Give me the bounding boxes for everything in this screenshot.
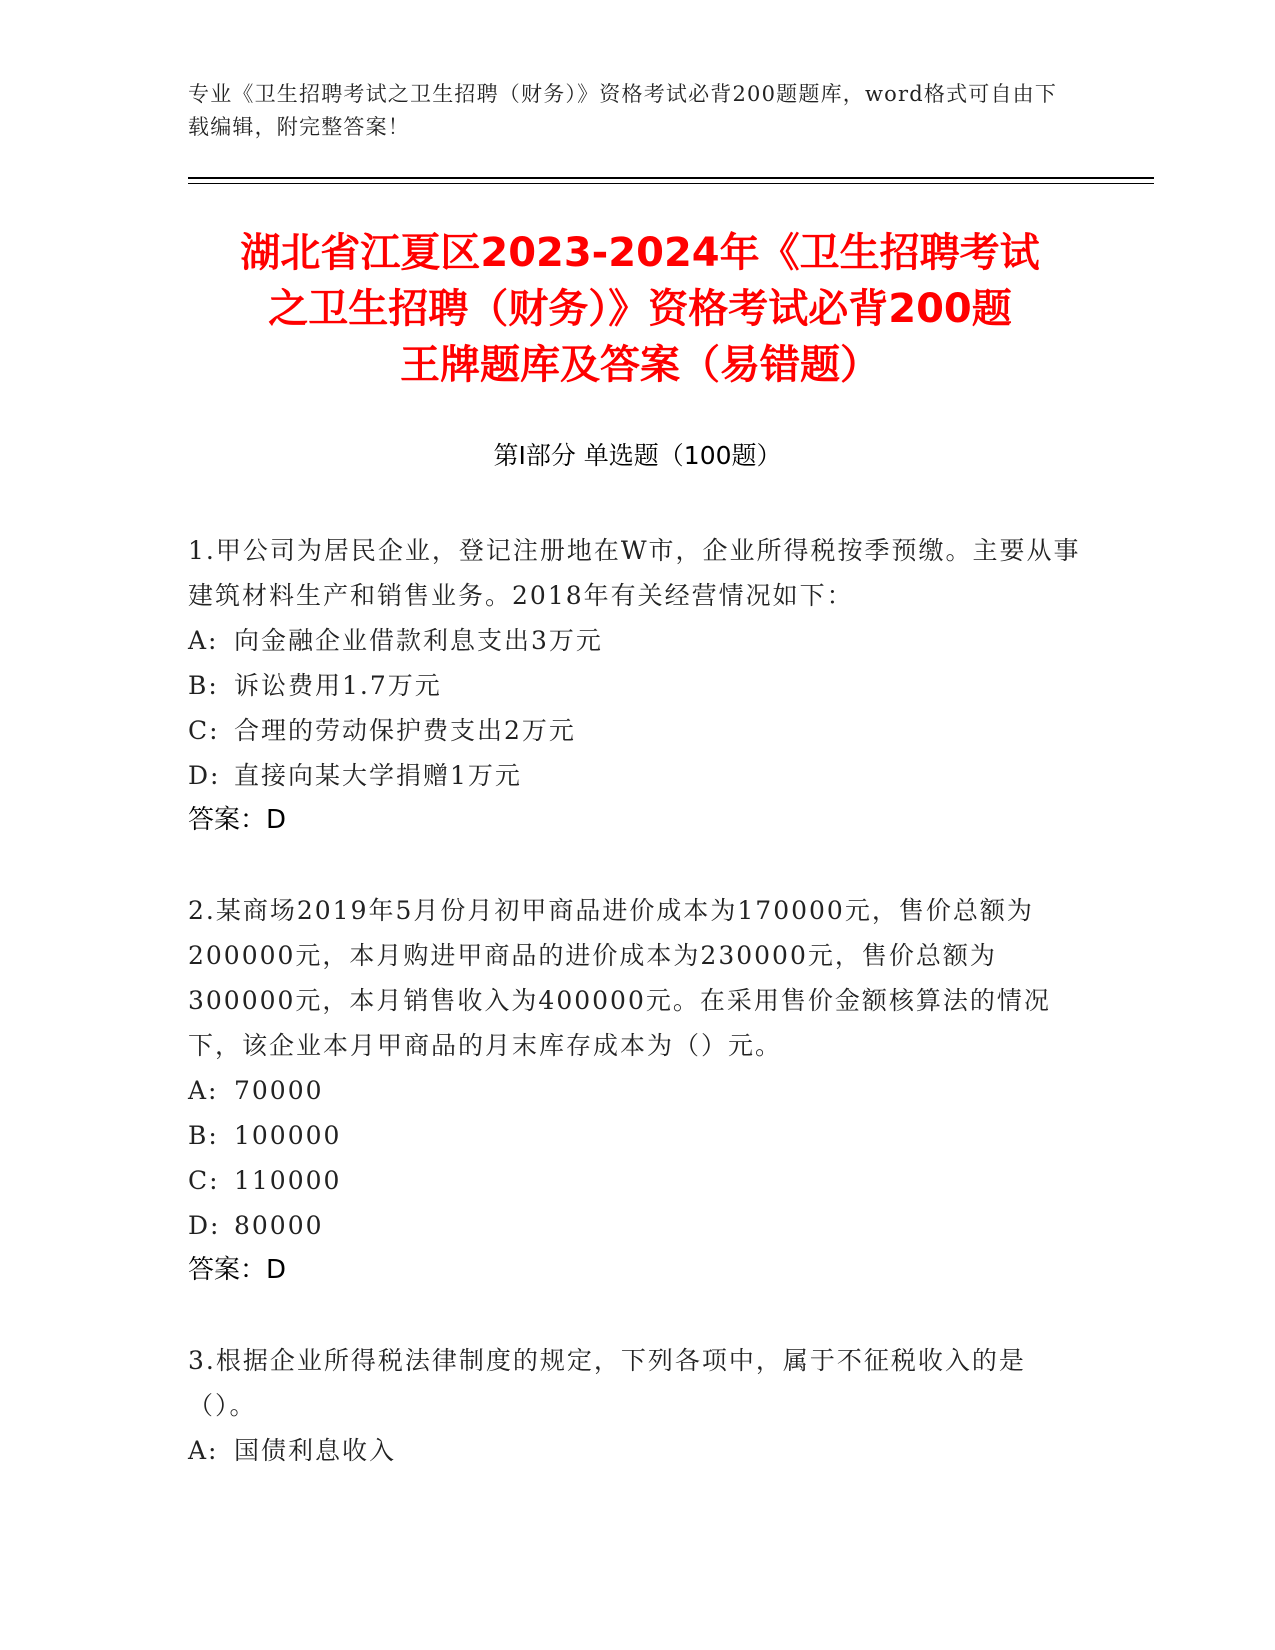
title-line-3: 王牌题库及答案（易错题） (400, 342, 880, 388)
option-text: 110000 (234, 1166, 342, 1195)
option-letter: D: (188, 1211, 221, 1240)
question-list (188, 528, 1088, 1518)
option-letter: A: (188, 1436, 219, 1465)
option-b (188, 663, 1088, 708)
option-letter: B: (188, 671, 219, 700)
question-2 (188, 888, 1088, 1293)
title-line-1: 湖北省江夏区2023-2024年《卫生招聘考试 (240, 230, 1040, 276)
option-text: 向金融企业借款利息支出3万元 (234, 626, 603, 655)
answer: 答案：D (188, 805, 287, 835)
option-d (188, 1203, 1088, 1248)
option-letter: C: (188, 716, 220, 745)
option-letter: A: (188, 626, 219, 655)
option-text: 国债利息收入 (234, 1436, 397, 1465)
question-stem: 3.根据企业所得税法律制度的规定，下列各项中，属于不征税收入的是（）。 (188, 1346, 1026, 1420)
option-c (188, 1158, 1088, 1203)
option-text: 诉讼费用1.7万元 (234, 671, 442, 700)
option-a (188, 618, 1088, 663)
option-text: 直接向某大学捐赠1万元 (234, 761, 522, 790)
question-1 (188, 528, 1088, 843)
header-note: 专业《卫生招聘考试之卫生招聘（财务）》资格考试必背200题题库，word格式可自由下载编辑，附完整答案！ (188, 82, 1058, 139)
question-stem: 2.某商场2019年5月份月初甲商品进价成本为170000元，售价总额为200000元，本月购进甲商品的进价成本为230000元，售价总额为300000元，本月销售收入为400000元。在采用售价金额核算法的情况下，该企业本月甲商品的月末库存成本为（）元。 (188, 896, 1051, 1060)
title-line-2: 之卫生招聘（财务）》资格考试必背200题 (268, 286, 1012, 332)
option-a (188, 1068, 1088, 1113)
section-title: 第Ⅰ部分 单选题（100题） (493, 441, 782, 470)
option-text: 100000 (234, 1121, 342, 1150)
option-letter: B: (188, 1121, 219, 1150)
option-a (188, 1428, 1088, 1473)
question-stem: 1.甲公司为居民企业，登记注册地在W市，企业所得税按季预缴。主要从事建筑材料生产和销售业务。2018年有关经营情况如下： (188, 536, 1081, 610)
question-3 (188, 1338, 1088, 1473)
option-letter: A: (188, 1076, 219, 1105)
option-text: 70000 (234, 1076, 324, 1105)
option-text: 80000 (234, 1211, 324, 1240)
option-c (188, 708, 1088, 753)
header-rule-thin (188, 183, 1154, 184)
answer: 答案：D (188, 1255, 287, 1285)
option-letter: D: (188, 761, 221, 790)
option-b (188, 1113, 1088, 1158)
option-d (188, 753, 1088, 798)
option-text: 合理的劳动保护费支出2万元 (234, 716, 576, 745)
header-rule-thick (188, 177, 1154, 179)
option-letter: C: (188, 1166, 220, 1195)
document-title (160, 225, 1120, 393)
